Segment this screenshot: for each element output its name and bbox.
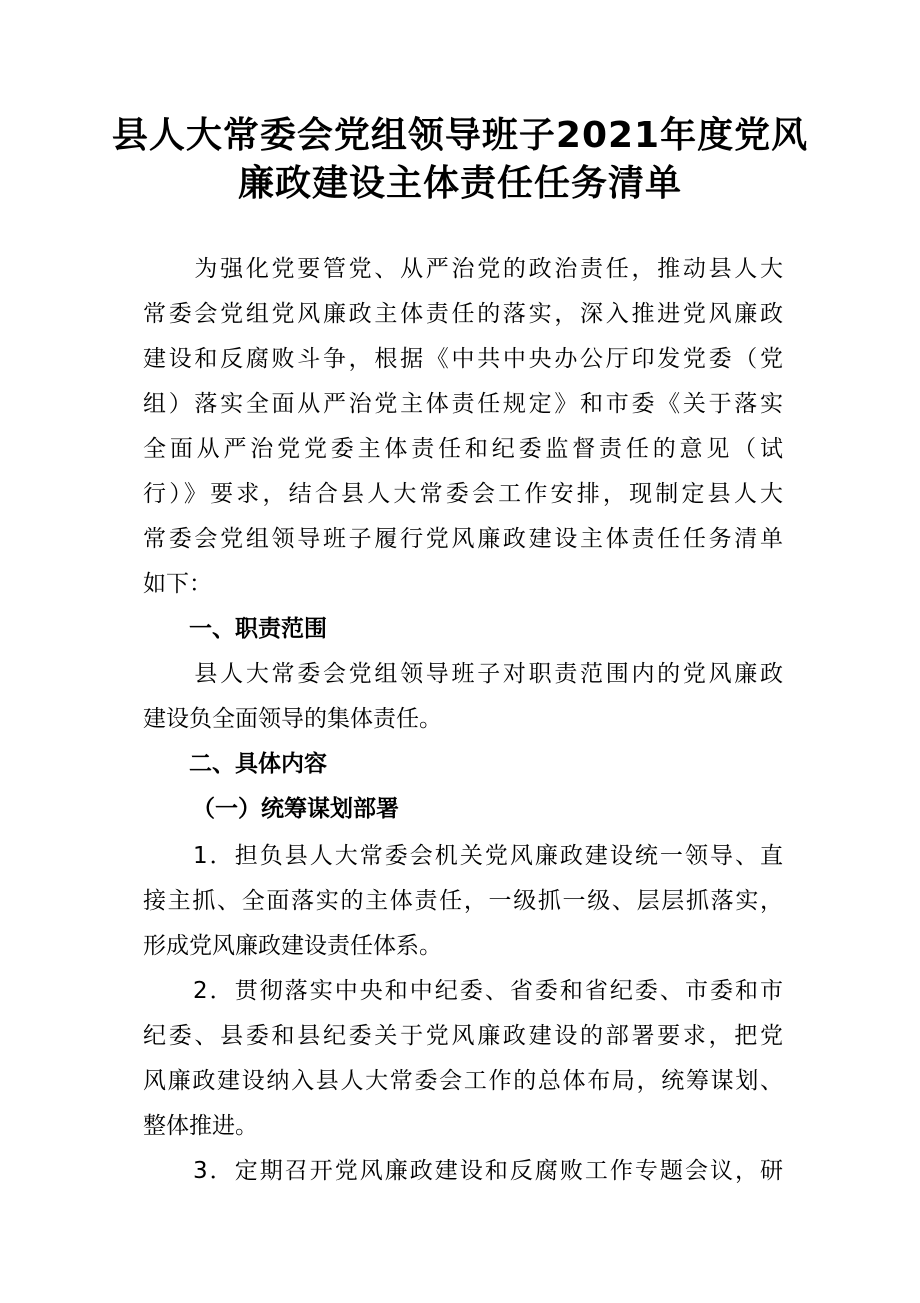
intro-paragraph-line: 行）》要求，结合县人大常委会工作安排，现制定县人大	[143, 481, 783, 507]
intro-paragraph-line: 建设和反腐败斗争，根据《中共中央办公厅印发党委（党	[143, 346, 783, 372]
section-heading-scope: 一、职责范围	[189, 616, 327, 642]
section-heading-content: 二、具体内容	[189, 751, 327, 777]
item-2-line: 风廉政建设纳入县人大常委会工作的总体布局，统筹谋划、	[143, 1068, 783, 1094]
item-2-line: 2．贯彻落实中央和中纪委、省委和省纪委、市委和市	[143, 978, 783, 1004]
subsection-heading-planning: （一）统筹谋划部署	[192, 796, 399, 822]
item-1-line: 接主抓、全面落实的主体责任，一级抓一级、层层抓落实，	[143, 888, 783, 914]
document-title-line-2: 廉政建设主体责任任务清单	[237, 163, 682, 204]
item-2-line: 纪委、县委和县纪委关于党风廉政建设的部署要求，把党	[143, 1023, 783, 1049]
intro-paragraph-line: 组）落实全面从严治党主体责任规定》和市委《关于落实	[143, 391, 783, 417]
intro-paragraph-line: 全面从严治党党委主体责任和纪委监督责任的意见（试	[143, 436, 783, 462]
document-title-line-1: 县人大常委会党组领导班子2021年度党风	[111, 115, 809, 156]
intro-paragraph-line: 常委会党组领导班子履行党风廉政建设主体责任任务清单	[143, 526, 783, 552]
item-2-line: 整体推进。	[143, 1113, 258, 1139]
intro-paragraph-line: 为强化党要管党、从严治党的政治责任，推动县人大	[143, 256, 783, 282]
scope-paragraph-line: 县人大常委会党组领导班子对职责范围内的党风廉政	[143, 661, 783, 687]
intro-paragraph-line: 如下：	[143, 571, 212, 597]
item-1-line: 1．担负县人大常委会机关党风廉政建设统一领导、直	[143, 843, 783, 869]
scope-paragraph-line: 建设负全面领导的集体责任。	[143, 706, 442, 732]
item-1-line: 形成党风廉政建设责任体系。	[143, 933, 442, 959]
intro-paragraph-line: 常委会党组党风廉政主体责任的落实，深入推进党风廉政	[143, 301, 783, 327]
item-3-line: 3．定期召开党风廉政建设和反腐败工作专题会议，研	[143, 1158, 783, 1184]
